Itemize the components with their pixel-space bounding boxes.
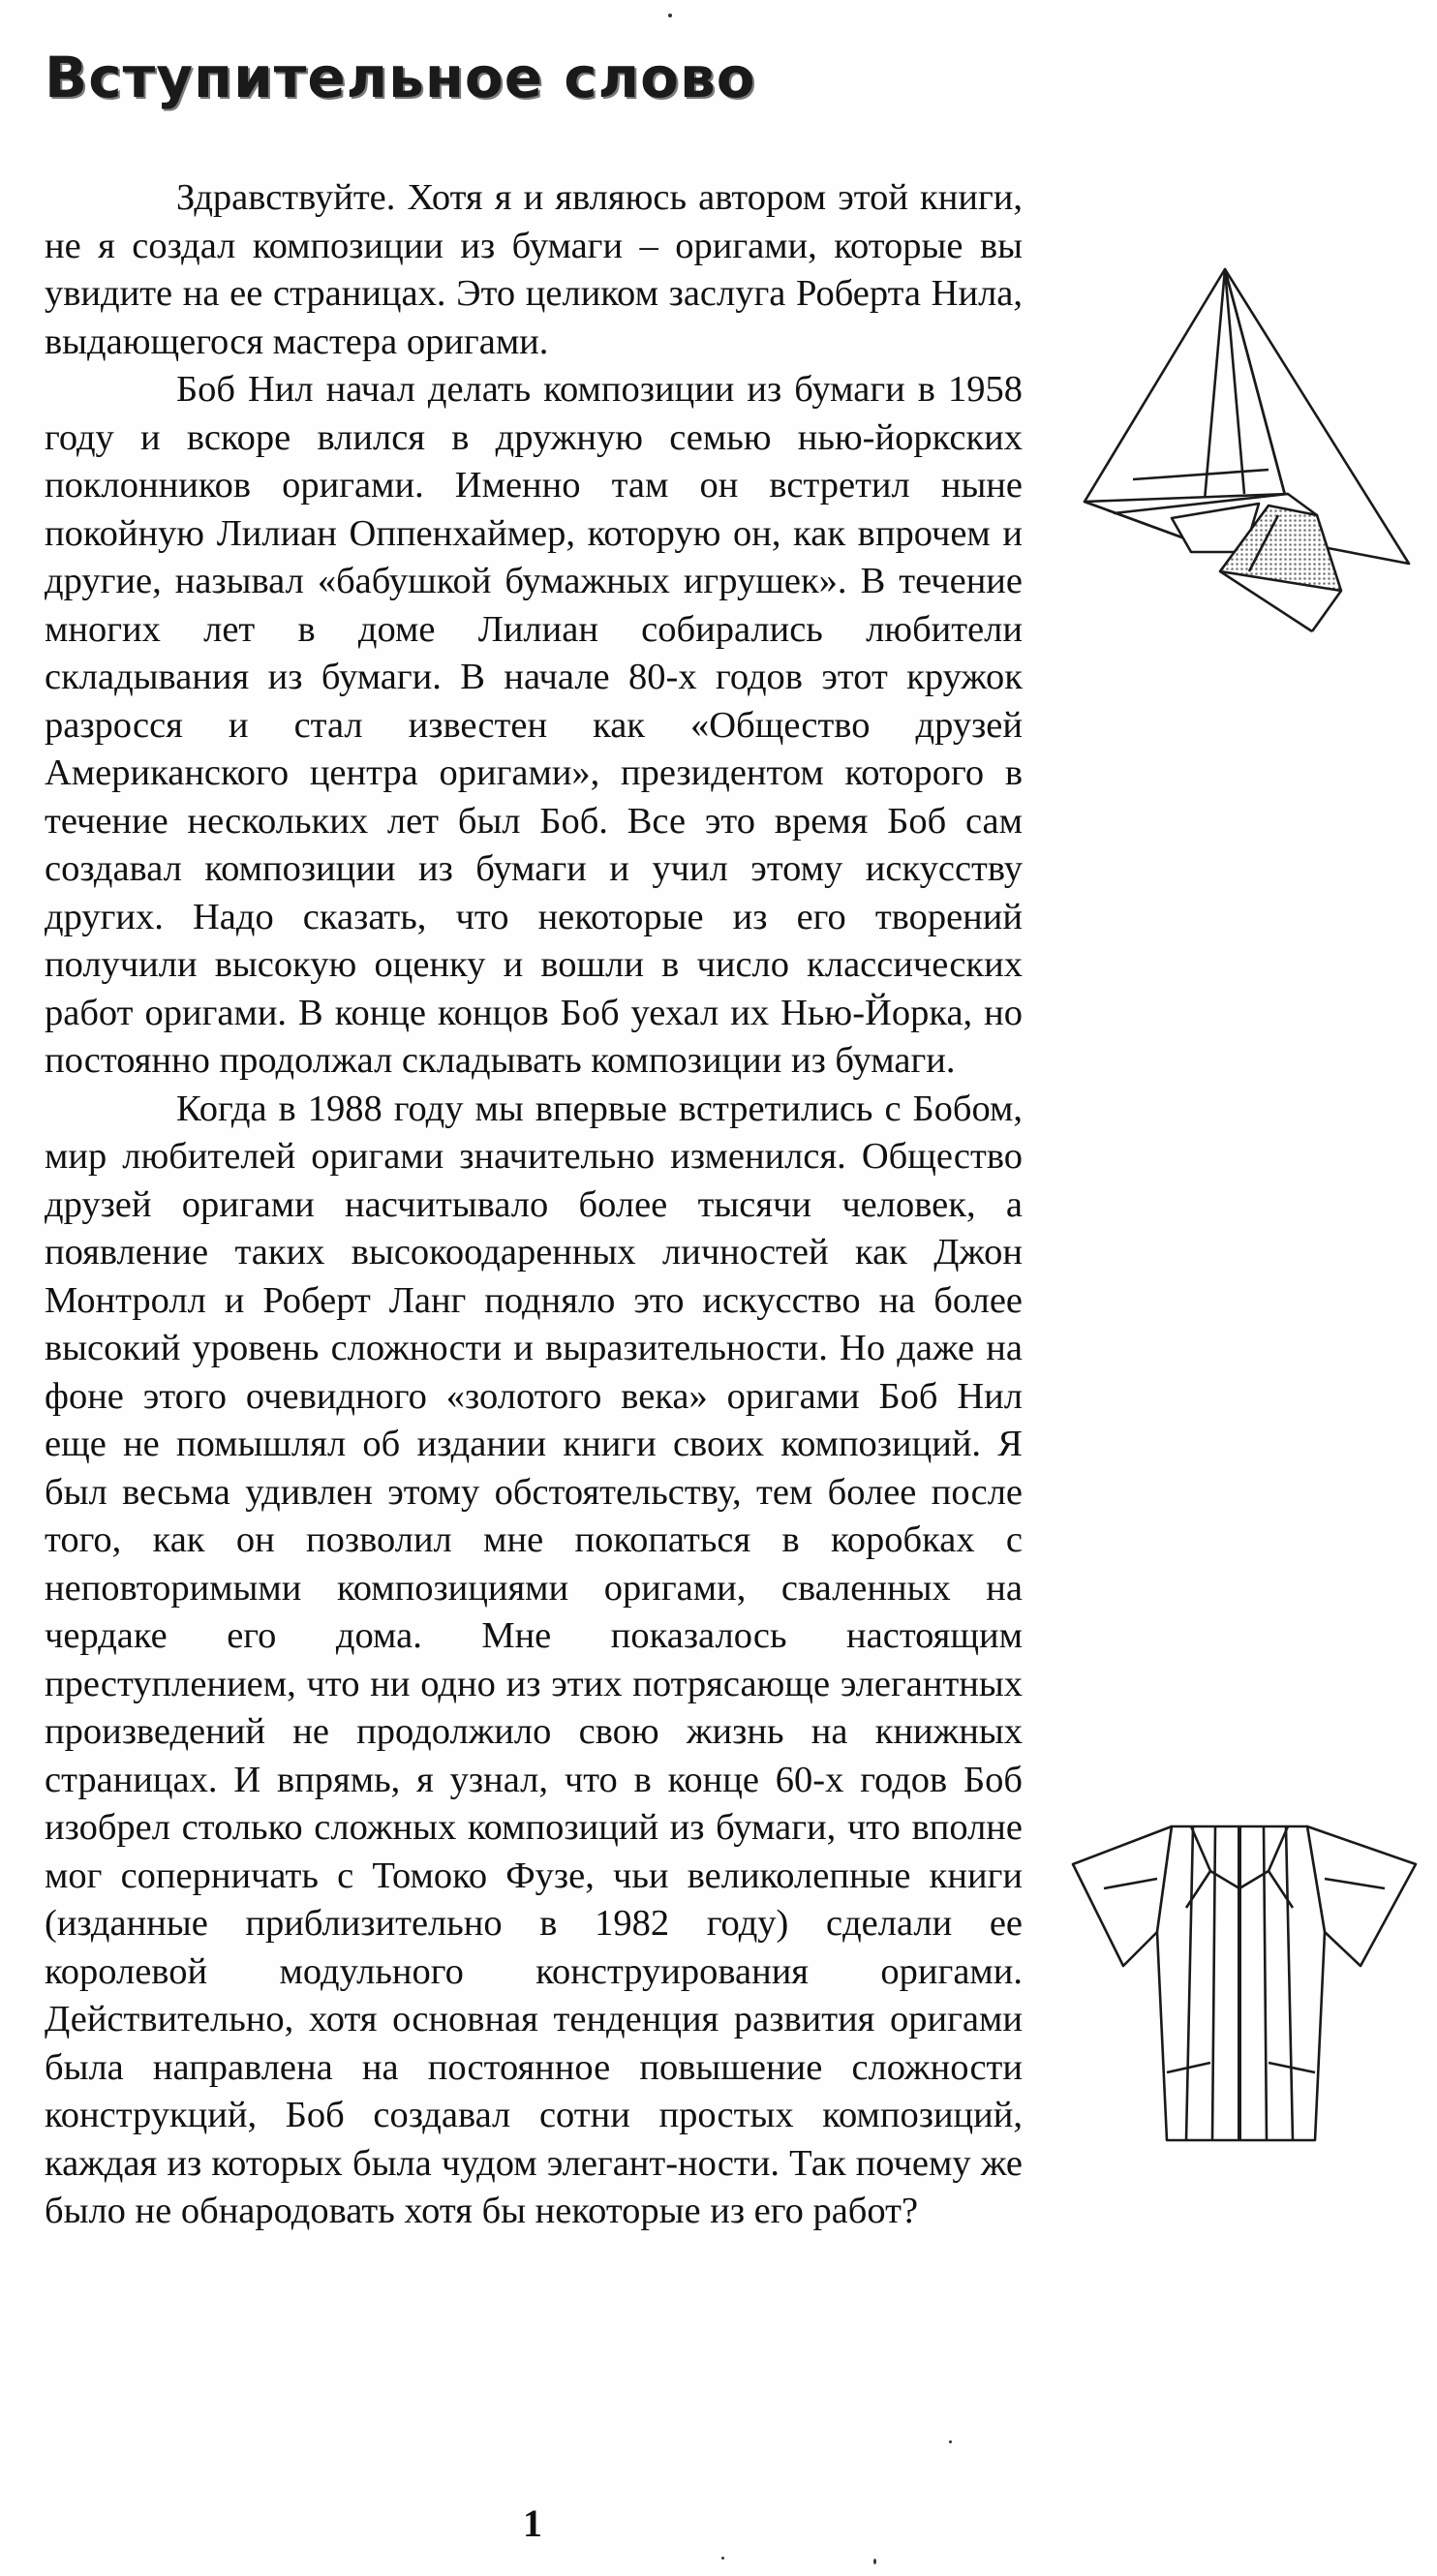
origami-bird-figure [1075,261,1414,649]
scan-speck [949,2440,952,2443]
body-text [45,174,1023,2236]
scan-speck [721,2557,724,2560]
paragraph-2: Боб Нил начал делать композиции из бумаги в 1958 году и вскоре влился в дружную семью нью-йоркских поклонников оригами. Именно там он встретил ныне покойную Лилиан Оппенхаймер, которую он, как впрочем и другие, называл «бабушкой бумажных игрушек». В течение многих лет в доме Лилиан собирались любители складывания из бумаги. В начале 80-х годов этот кружок разросся и стал известен как «Общество друзей Американского центра оригами», президентом которого в течение нескольких лет был Боб. Все это время Боб сам создавал композиции из бумаги и учил этому искусству других. Надо сказать, что некоторые из его творений получили высокую оценку и вошли в число классических работ оригами. В конце концов Боб уехал их Нью-Йорка, но постоянно продолжал складывать композиции из бумаги. [45,369,1023,1081]
origami-shirt-figure [1065,1821,1423,2169]
page-number: 1 [523,2501,542,2545]
paragraph-1: Здравствуйте. Хотя я и являюсь автором этой книги, не я создал композиции из бумаги – оригами, которые вы увидите на ее страницах. Это целиком заслуга Роберта Нила, выдающегося мастера оригами. [45,177,1023,362]
scan-speck [873,2559,876,2564]
scan-speck [668,14,672,17]
paragraph-3: Когда в 1988 году мы впервые встретились с Бобом, мир любителей оригами значительно изменился. Общество друзей оригами насчитывало более тысячи человек, а появление таких высокоодаренных личностей как Джон Монтролл и Роберт Ланг подняло это искусство на более высокий уровень сложности и выразительности. Но даже на фоне этого очевидного «золотого века» оригами Боб Нил еще не помышлял об издании книги своих композиций. Я был весьма удивлен этому обстоятельству, тем более после того, как он позволил мне покопаться в коробках с неповторимыми композициями оригами, сваленных на чердаке его дома. Мне показалось настоящим преступлением, что ни одно из этих потрясающе элегантных произведений не продолжило свою жизнь на книжных страницах. И впрямь, я узнал, что в конце 60-х годов Боб изобрел столько сложных композиций из бумаги, что вполне мог соперничать с Томоко Фузе, чьи великолепные книги (изданные приблизительно в 1982 году) сделали ее королевой модульного конструирования оригами. Действительно, хотя основная тенденция развития оригами была направлена на постоянное повышение сложности конструкций, Боб создавал сотни простых композиций, каждая из которых была чудом элегант-ности. Так почему же было не обнародовать хотя бы некоторые из его работ? [45,1088,1023,2231]
page-heading: Вступительное слово [45,45,756,110]
